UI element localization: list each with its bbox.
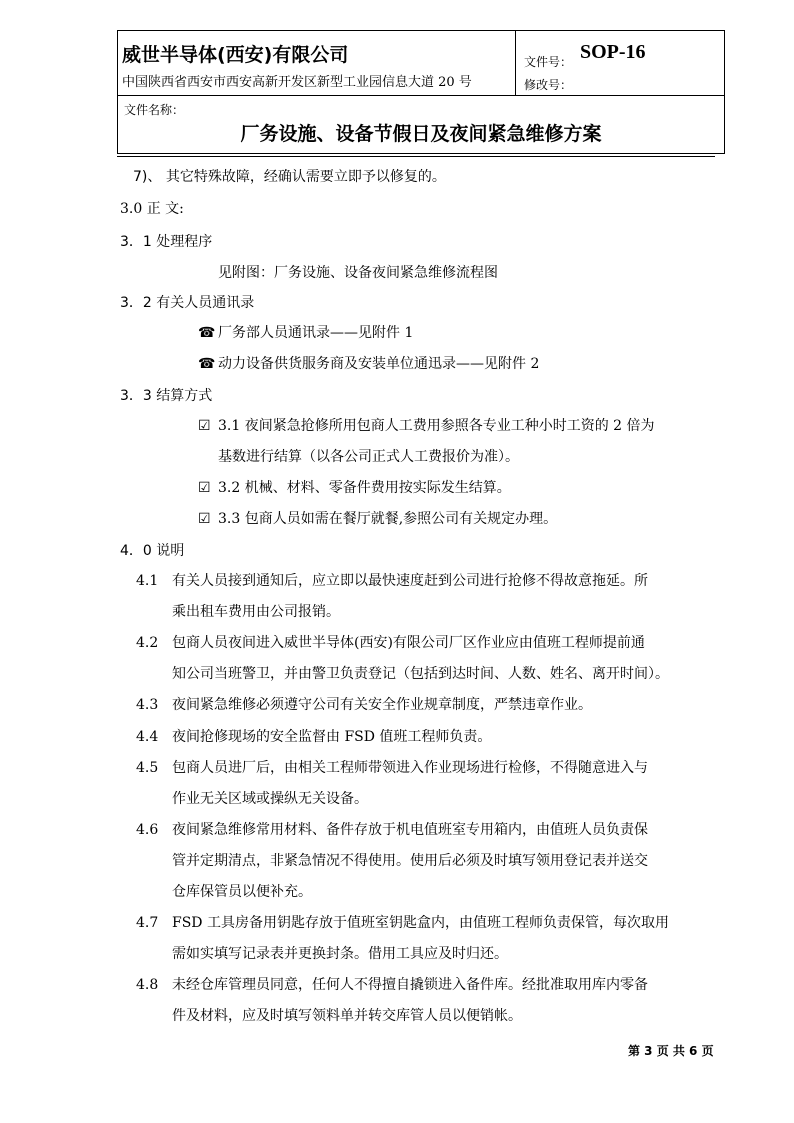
clause-number: 4.2 (136, 635, 159, 651)
section-4-line (136, 632, 645, 652)
settlement-text: 3.2 机械、材料、零备件费用按实际发生结算。 (218, 480, 511, 496)
section-4-line (136, 1005, 522, 1025)
clause-number: 4.8 (136, 977, 159, 993)
settlement-item (198, 508, 557, 528)
document-title: 厂务设施、设备节假日及夜间紧急维修方案 (240, 123, 602, 145)
section-3-heading: 3.0 正 文: (120, 201, 184, 217)
section-4-line (136, 912, 669, 932)
clause-number: 4.3 (136, 697, 159, 713)
clause-text: 夜间抢修现场的安全监督由 FSD 值班工程师负责。 (172, 729, 492, 745)
checked-box-icon: ☑ (198, 480, 211, 496)
checked-box-icon: ☑ (198, 511, 211, 527)
section-4-line (136, 570, 648, 590)
clause-text: 未经仓库管理员同意，任何人不得擅自撬锁进入备件库。经批准取用库内零备 (172, 977, 648, 993)
section-4-line (136, 788, 368, 808)
document-header (117, 30, 725, 154)
section-4-line (136, 974, 648, 994)
checked-box-icon: ☑ (198, 418, 211, 434)
section-3-1-text: 见附图：厂务设施、设备夜间紧急维修流程图 (218, 265, 498, 281)
clause-text: 作业无关区域或操纵无关设备。 (172, 791, 368, 807)
contact-list-item (198, 322, 413, 342)
revision-label: 修改号： (524, 78, 573, 92)
settlement-item (198, 415, 655, 435)
section-3-2-heading: 3．2 有关人员通讯录 (120, 295, 255, 311)
clause-text: 乘出租车费用由公司报销。 (172, 604, 340, 620)
file-name-label: 文件名称： (124, 103, 185, 117)
section-4-line (136, 663, 669, 683)
doc-number-label: 文件号： (524, 55, 573, 69)
clause-text: FSD 工具房备用钥匙存放于值班室钥匙盒内，由值班工程师负责保管，每次取用 (172, 915, 669, 931)
clause-text: 包商人员夜间进入威世半导体(西安)有限公司厂区作业应由值班工程师提前通 (172, 635, 645, 651)
section-3-3-heading: 3．3 结算方式 (120, 388, 213, 404)
clause-text: 夜间紧急维修必须遵守公司有关安全作业规章制度，严禁违章作业。 (172, 697, 592, 713)
section-4-line (136, 601, 340, 621)
doc-number: SOP-16 (580, 41, 646, 63)
contact-list-item (198, 353, 539, 373)
section-4-line (136, 881, 312, 901)
phone-icon: ☎ (198, 356, 216, 372)
contact-list-text: 厂务部人员通讯录——见附件 1 (218, 325, 414, 341)
clause-text: 需如实填写记录表并更换封条。借用工具应及时归还。 (172, 946, 508, 962)
phone-icon: ☎ (198, 325, 216, 341)
header-top-row (118, 31, 724, 96)
section-4-heading: 4．0 说明 (120, 543, 185, 559)
section-4-line (136, 943, 508, 963)
section-4-line (136, 757, 648, 777)
clause-text: 仓库保管员以便补充。 (172, 884, 312, 900)
clause-text: 管并定期清点，非紧急情况不得使用。使用后必须及时填写领用登记表并送交 (172, 853, 648, 869)
clause-number: 4.7 (136, 915, 159, 931)
company-cell (118, 31, 516, 95)
settlement-item (198, 477, 511, 497)
clause-number: 4.1 (136, 573, 159, 589)
section-4-line (136, 694, 592, 714)
section-4-line (136, 726, 491, 746)
section-4-line (136, 850, 648, 870)
clause-text: 知公司当班警卫，并由警卫负责登记（包括到达时间、人数、姓名、离开时间）。 (172, 666, 669, 682)
clause-text: 包商人员进厂后，由相关工程师带领进入作业现场进行检修，不得随意进入与 (172, 760, 648, 776)
settlement-text-continued: 基数进行结算（以各公司正式人工费报价为准）。 (218, 449, 519, 465)
clause-text: 夜间紧急维修常用材料、备件存放于机电值班室专用箱内，由值班人员负责保 (172, 822, 648, 838)
clause-text: 有关人员接到通知后，应立即以最快速度赶到公司进行抢修不得故意拖延。所 (172, 573, 648, 589)
clause-number: 4.4 (136, 729, 159, 745)
section-3-1-heading: 3．1 处理程序 (120, 234, 213, 250)
contact-list-text: 动力设备供货服务商及安装单位通迅录——见附件 2 (218, 356, 540, 372)
header-divider (117, 156, 715, 157)
clause-number: 4.5 (136, 760, 159, 776)
section-4-line (136, 819, 648, 839)
clause-text: 件及材料，应及时填写领料单并转交库管人员以便销帐。 (172, 1008, 522, 1024)
settlement-text: 3.3 包商人员如需在餐厅就餐,参照公司有关规定办理。 (218, 511, 558, 527)
item-7: 7)、 其它特殊故障，经确认需要立即予以修复的。 (133, 169, 446, 185)
settlement-text: 3.1 夜间紧急抢修所用包商人工费用参照各专业工种小时工资的 2 倍为 (218, 418, 655, 434)
clause-number: 4.6 (136, 822, 159, 838)
company-address: 中国陕西省西安市西安高新开发区新型工业园信息大道 20 号 (122, 75, 472, 90)
company-name: 威世半导体(西安)有限公司 (122, 44, 349, 66)
page-number: 第 3 页 共 6 页 (628, 1044, 714, 1058)
